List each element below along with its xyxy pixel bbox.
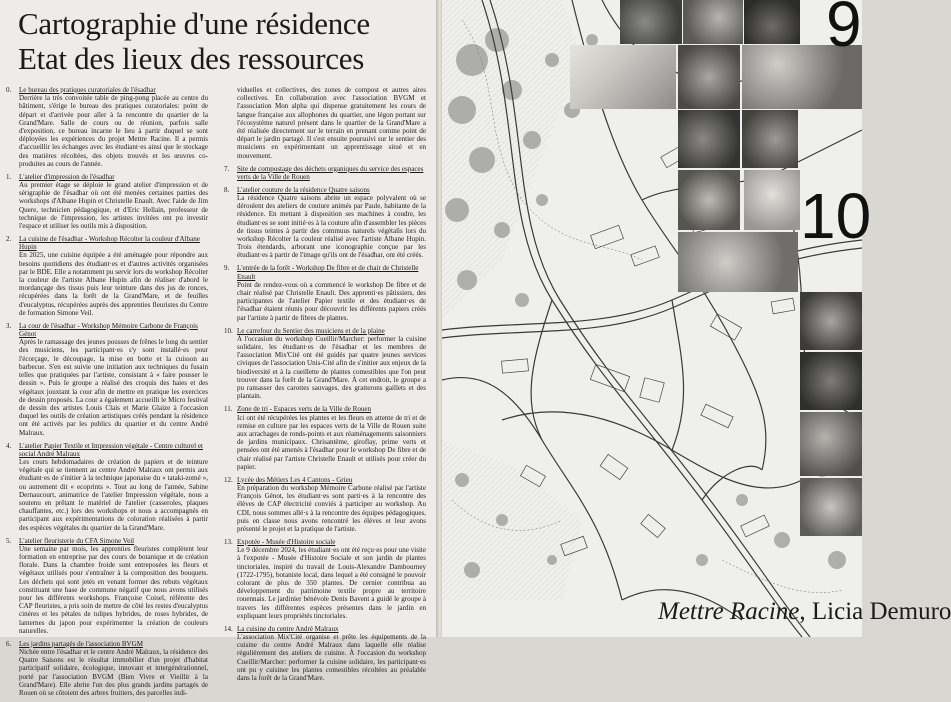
item-body: En 2025, une cuisine équipée a été aménagée pour répondre aux besoins quotidiens des étudiant·es et d'autres activités organisées par le BDE. Elle a notamment pu servir lors du workshop Récolter la couleur de l'artiste Albane Hupin afin de réaliser d'abord le mordançage des tissus puis leur teinture dans des jus de ronces, récupérées dans la forêt de la Grand'Mare, et de feuilles d'eucalyptus, récupérées auprès des apprenties fleuristes du Centre de formation Simone Veil.	[19, 251, 208, 317]
item-body: Une semaine par mois, les apprenties fleuristes complètent leur formation en entreprise par des cours de botanique et de création florale. Dans la chambre froide sont entreposées les fleurs et végétaux utilisés pour s'entraîner à la composition des bouquets. Les déchets qui sont jetés en venant former des rebuts végétaux constituant une base de commune négatif que nous avons utilisés pour les différents workshops. Françoise Coisel, référente des CAP fleuristes, a pris soin de mettre de côté les restes d'eucalyptus cinéres et les pétales de tulipes hybrides, de roses hybrides, de lanternes du japon pour expérimenter la création de couleurs naturelles.	[19, 544, 208, 635]
item-number: 3.	[6, 321, 12, 330]
item-heading: L'atelier fleuristerie du CFA Simone Veil	[19, 536, 135, 545]
list-item	[224, 264, 426, 321]
item-number: 1.	[6, 172, 12, 181]
photo-tile	[742, 110, 798, 168]
photo-tile	[678, 45, 740, 109]
photo-tile	[744, 170, 800, 230]
item-heading: Les jardins partagés de l'association BVGM	[19, 639, 143, 648]
item-body: Les cours hebdomadaires de création de papiers et de teinture végétale qui se tiennent au centre André Malraux ont permis aux étudiant·es de s'initier à la technique japonaise du « tataki-zomé », ou autrement dit « ecoprints ». Tout au long de l'année, Sabine Dernaucourt, animatrice de l'atelier Impression végétale, nous a soutenu en prêtant le matériel de l'atelier (casseroles, plaques chauffantes, etc.) lors des workshops et nous a accompagnés en participant aux expérimentations de coloration réalisées à partir des espèces végétales du quartier de la Grand'Mare.	[19, 457, 208, 532]
item-number: 6.	[6, 639, 12, 648]
item-number: 9.	[224, 264, 230, 273]
page-number-top: 9	[826, 0, 862, 60]
work-title: Mettre Racine	[658, 598, 800, 625]
item-heading: Expotée - Musée d'Histoire sociale	[237, 537, 336, 546]
item-heading: L'atelier couture de la résidence Quatre saisons	[237, 185, 370, 194]
item-body: Après le ramassage des jeunes pousses de frênes le long du sentier des musiciens, les participant·es s'y sont installé·es pour l'écorçage, le découpage, la mise en botte et la cuisson au barbecue. S'en est suivie une initiation aux techniques du fusain telles que pratiquées par l'artiste, consistant à « faire pousser le dessin ». Puis le groupe a réalisé des croquis des haies et des végétaux jouxtant la cour afin de mettre en pratique les exercices de dessin proposés. La cour a également accueilli le Micro festival de dessin des artistes Louis Clais et Marie Glaize à l'occasion duquel les outils de création artistiques créés pendant la résidence ont été activés par les publics du quartier et du centre André Malraux.	[19, 338, 208, 437]
item-number: 13.	[224, 537, 233, 546]
photo-tile	[678, 170, 740, 230]
item-body: Au premier étage se déploie le grand atelier d'impression et de sérigraphie de l'ésadhar où ont été menées certaines parties des workshops d'Albane Hupin et Christelle Enault. Avec l'aide de Jim Quere, technicien pédagogique, et d'Eric Hellain, professeur de technique de l'impression, les artistes invitées ont pu investir l'espace et utiliser les outils mis à disposition.	[19, 181, 208, 231]
item-body: Nichée entre l'ésadhar et le centre André Malraux, la résidence des Quatre Saisons est le résultat immobilier d'un projet d'habitat participatif solidaire, écologique, innovant et intergénérationnel, porté par l'association BVGM (Bien Vivre et Vieillir à la Grand'Mare). Elle abrite l'un des plus grands jardins partagés de Rouen où se côtoient des arbres fruitiers, des parcelles indi-	[19, 647, 208, 697]
title-line-1: Cartographie d'une résidence	[18, 6, 370, 41]
photo-tile	[678, 232, 798, 292]
item-number: 5.	[6, 536, 12, 545]
item-heading: L'atelier d'impression de l'ésadhar	[19, 172, 115, 181]
item-number: 14.	[224, 624, 233, 633]
photo-tile	[800, 352, 862, 410]
item-number: 10.	[224, 326, 233, 335]
item-number: 0.	[6, 86, 12, 94]
page-number-middle: 10	[800, 180, 872, 252]
photo-tile	[800, 292, 862, 350]
list-item	[6, 86, 208, 168]
item-body: Ici ont été récupérées les plantes et les fleurs en attente de tri et de remise en culture par les espaces verts de la Ville de Rouen suite aux arrachages de ronds-points et aux réaménagements saisonniers de jardins municipaux. Chrisantème, giroflay, prime verts et pensées ont été amenés à l'ésadhar pour le workshop De fibre et de chair réalisé par l'artiste Christelle Enault et utilisés pour créer du papier.	[237, 413, 426, 471]
item-number: 8.	[224, 185, 230, 194]
item-heading: L'entrée de la forêt - Workshop De fibre et de chair de Christelle Enault	[237, 264, 419, 281]
item-heading: La cuisine du centre André Malraux	[237, 624, 339, 633]
list-item	[224, 476, 426, 533]
list-item	[224, 327, 426, 401]
left-column	[6, 86, 208, 702]
item-body: Le 9 décembre 2024, les étudiant·es ont été reçu·es pour une visite à l'expotée - Musée d'Histoire Sociale et son jardin de plantes tinctoriales, inspiré du travail de Louis-Alexandre Dambourney (1722-1795), botaniste local, dans lequel a été consigné le pouvoir colorant de plus de 350 plantes. De cernier contribua au développement du patrimoine textile propre au territoire rouennais. Le jardinier bénévole Denis Bavent a guidé le groupe à travers les différentes espèces présentes dans le jardin en expliquant leurs propriétés tinctoriales.	[237, 546, 426, 620]
footer-title	[658, 598, 951, 626]
list-item	[224, 186, 426, 260]
list-item	[6, 442, 208, 532]
page-title	[18, 6, 370, 76]
item-body: Point de rendez-vous où a commencé le workshop De fibre et de chair réalisé par Christelle Enault. Des apprenti·es pâtissiers, des participantes de l'atelier Papier textile et des étudiant·es de l'ésadhar étaient réunis pour découvrir les différents papiers créés par l'artiste à partir de fibres de plantes.	[237, 280, 426, 322]
item-heading: Lycée des Métiers Les 4 Cantons - Grieu	[237, 475, 353, 484]
item-heading: Site de compostage des déchets organiques du service des espaces verts de la Ville de Rouen	[237, 164, 424, 181]
list-item	[224, 538, 426, 620]
item-continuation: viduelles et collectives, des zones de compost et autres aires collectives. En collaboration avec l'association BVGM et l'association Mon alpha qui dispense gratuitement les cours de langue française aux allophones du quartier, une légon portant sur l'écosystème naturel présent dans le quartier de la Grand'Mare a été réalisée directement sur le terrain en prenant comme point de départ le jardin partagé. Il s'est ensuite poursuivi sur le sentier des musiciens en expérimentant un apprentissage situé et en mouvement.	[237, 86, 426, 160]
item-body: En préparation du workshop Mémoire Carbone réalisé par l'artiste François Génot, les étudiant·es sont parti·es à la rencontre des élèves de CAP électricité conviés à participer au workshop. Au CDI, nous sommes allé·s à la rencontre des équipes pédagogiques, puis en classe nous avons rencontré les élèves et leur avons présenté le projet et la pratique de l'artiste.	[237, 483, 426, 533]
item-number: 2.	[6, 235, 12, 244]
list-item	[6, 235, 208, 317]
photo-tile	[678, 110, 740, 168]
item-number: 4.	[6, 441, 12, 450]
item-number: 12.	[224, 475, 233, 484]
item-number: 11.	[224, 405, 233, 414]
photo-tile	[683, 0, 743, 44]
item-heading: L'atelier Papier Textile et Impression végétale - Centre culturel et social André Malraux	[19, 441, 203, 458]
list-item	[6, 640, 208, 697]
list-item	[224, 165, 426, 181]
photo-tile	[620, 0, 682, 44]
list-item	[6, 537, 208, 635]
item-body: La résidence Quatre saisons abrite un espace polyvalent où se déroulent des ateliers de couture animés par Paule, habitante de la résidence. En mettant à disposition ses machines à coudre, les étudiant·es se sont initié·es à la couture afin d'assembler les pièces de tissus teintes à partir des commuus naturels végétalis lors du workshop Récolter la couleur réalisé avec l'artiste Albane Hupin. Trois étendards, arborant une iconographie conçue par les étudiant·es à partir de l'image qu'ils ont de l'ésadhar, ont été créés.	[237, 194, 426, 260]
item-heading: Zone de tri - Espaces verts de la Ville de Rouen	[237, 405, 372, 414]
photo-tile	[744, 0, 800, 44]
title-line-2: Etat des lieux des ressources	[18, 41, 364, 76]
item-heading: La cuisine de l'ésadhar - Workshop Récolter la couleur d'Albane Hupin	[19, 235, 200, 252]
item-heading: Le carrefour du Sentier des musiciens et de la plaine	[237, 326, 385, 335]
item-number: 7.	[224, 164, 230, 173]
item-body: À l'occasion du workshop Cueillir/Marcher: performer la cuisine solidaire, les étudiant·es de l'ésadhar et les membres de l'association Mix'Cité ont été guidés par quatre jeunes services civiques de l'association Unis-Cité afin de s'initier aux enjeux de la biodiversité et à la cueillette de plantes comestibles que l'on peut trouver dans la forêt de la Grand'Mare. À cet endroit, le groupe a pu ramasser des carottes sauvages, des gratterons gaillets et des plantain.	[237, 334, 426, 401]
photo-tile	[800, 412, 862, 476]
photo-tile	[570, 45, 676, 109]
list-item	[224, 625, 426, 682]
list-item	[6, 173, 208, 230]
right-column	[224, 86, 426, 687]
item-body: L'association Mix'Cité organise et prête les équipements de la cuisine du centre André Malraux dans laquelle elle réalise régulièrement des ateliers de cuisine. À l'occasion du workshop Cueillir/Marcher: performer la cuisine solidaire, les participant·es ont pu y cuisiner les plantes comestibles récoltées au préalable dans la forêt de la Grand'Mare.	[237, 632, 426, 682]
list-item	[6, 322, 208, 437]
photo-tile	[800, 478, 862, 536]
list-item	[224, 405, 426, 471]
item-heading: La cour de l'ésadhar - Workshop Mémoire Carbone de François Génot	[19, 321, 198, 339]
left-page	[0, 0, 438, 697]
item-body: Derrière la très convoitée table de ping-pong placée au centre du bâtiment, s'érige le bureau des pratiques curatoriales: point de départ et d'arrivée pour aller à la rencontre du quartier de la Grand'Mare. Salle de cours ou de réunion, parfois salle d'exposition, ce bureau incarne le lieu à partir duquel se sont déployées les expériences du projet Mettre Racine. Il a permis d'accueillir les échanges avec les étudiant·es ainsi que le stockage des matières récoltées, des objets trouvés et les œuvres co-produites au cours de l'année.	[19, 94, 208, 168]
right-page	[442, 0, 872, 637]
author-name: , Licia Demuro	[799, 598, 951, 625]
item-heading: Le bureau des pratiques curatoriales de l'ésadhar	[19, 86, 156, 94]
